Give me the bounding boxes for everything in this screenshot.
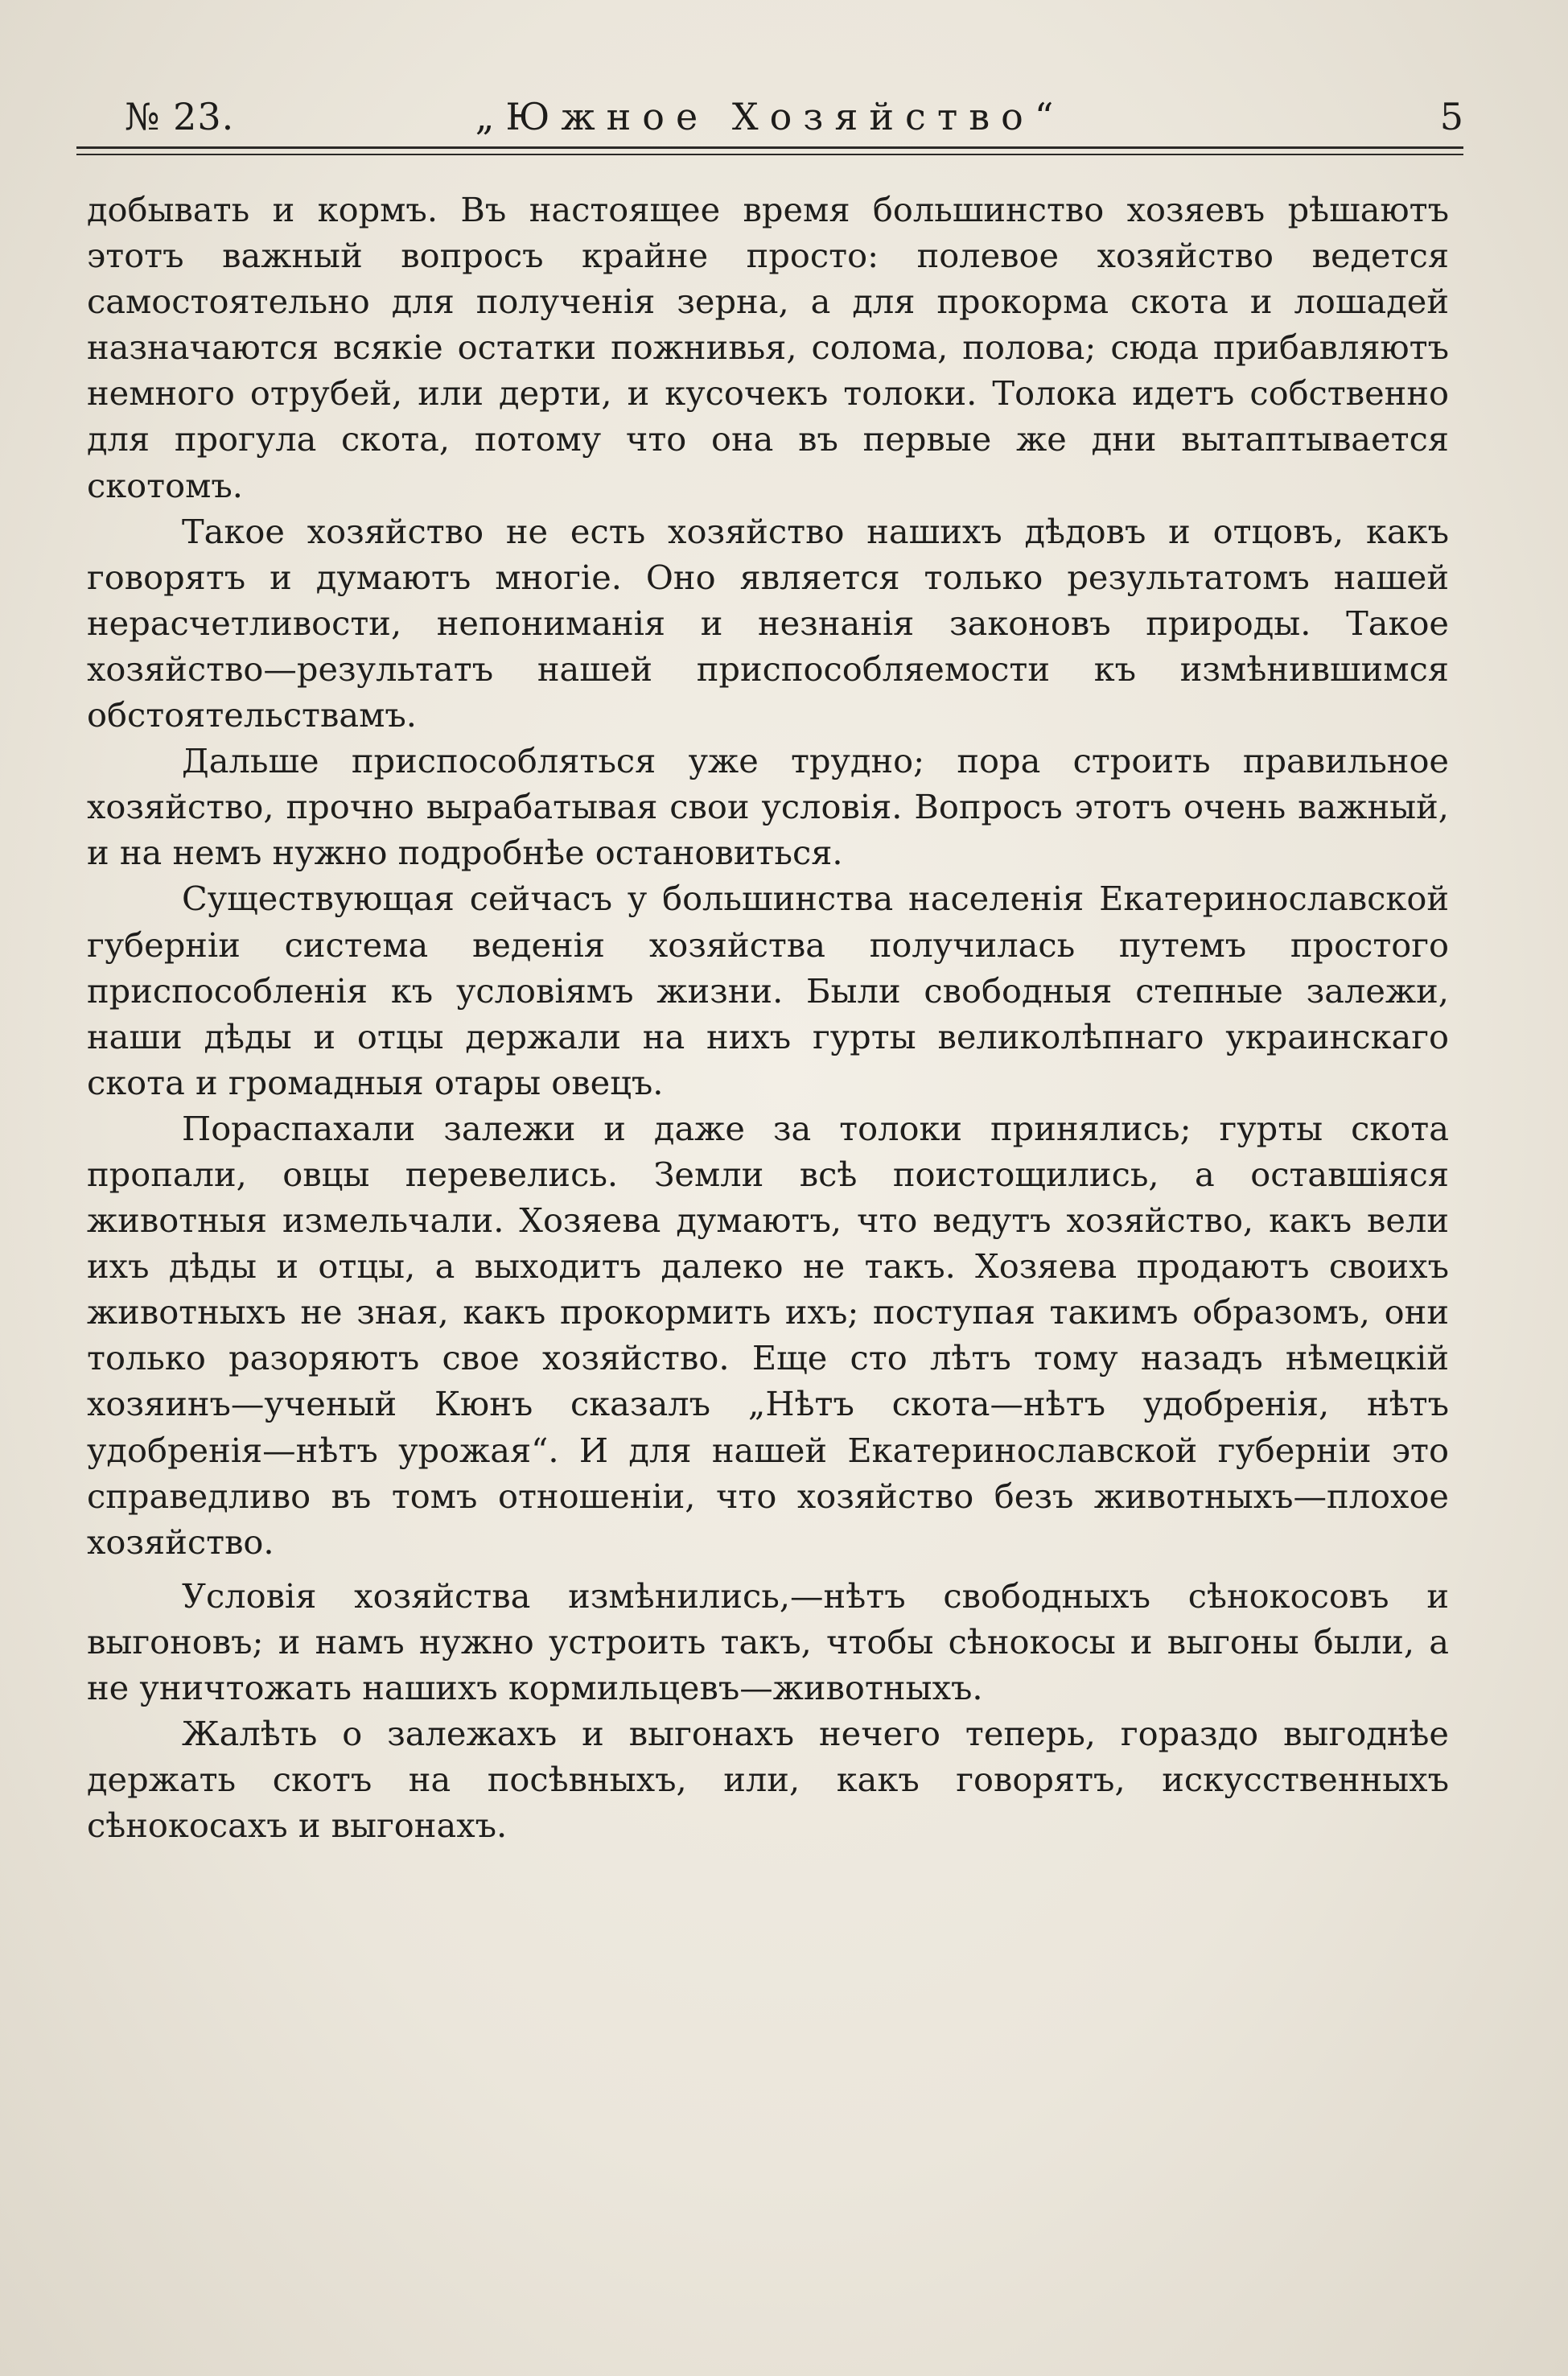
paragraph-3: Дальше приспособляться уже трудно; пора строить правильное хозяйство, прочно вырабатывая свои условія. Вопросъ этотъ очень важный, и на немъ нужно подробнѣе остановиться. — [87, 741, 1449, 873]
paragraph-1: добывать и кормъ. Въ настоящее время большинство хозяевъ рѣшаютъ этотъ важный вопросъ крайне просто: полевое хозяйство ведется самостоятельно для полученія зерна, а для прокорма скота и лошадей назначаются всякіе остатки пожнивья, солома, полова; сюда прибавляютъ немного отрубей, или дерти, и кусочекъ толоки. Толока идетъ собственно для прогула скота, потому что она въ первые же дни вытаптывается скотомъ. — [87, 190, 1449, 505]
running-header — [76, 95, 1463, 143]
paragraph-7: Жалѣть о залежахъ и выгонахъ нечего теперь, гораздо выгоднѣе держать скотъ на посѣвныхъ, или, какъ говорятъ, искусственныхъ сѣнокосахъ и выгонахъ. — [87, 1714, 1449, 1846]
journal-title: „Южное Хозяйство“ — [475, 95, 1065, 138]
issue-number: № 23. — [125, 95, 235, 138]
paragraph-6: Условія хозяйства измѣнились,—нѣтъ свободныхъ сѣнокосовъ и выгоновъ; и намъ нужно устроить такъ, чтобы сѣнокосы и выгоны были, а не уничтожать нашихъ кормильцевъ—животныхъ. — [87, 1575, 1449, 1707]
header-rule-thin — [76, 154, 1463, 155]
paragraph-5: Пораспахали залежи и даже за толоки принялись; гурты скота пропали, овцы перевелись. Земли всѣ поистощились, а оставшіяся животныя измельчали. Хозяева думаютъ, что ведутъ хозяйство, какъ вели ихъ дѣды и отцы, а выходитъ далеко не такъ. Хозяева продаютъ своихъ животныхъ не зная, какъ прокормить ихъ; поступая такимъ образомъ, они только разоряютъ свое хозяйство. Еще сто лѣтъ тому назадъ нѣмецкій хозяинъ—ученый Кюнъ сказалъ „Нѣтъ скота—нѣтъ удобренія, нѣтъ удобренія—нѣтъ урожая“. И для нашей Екатеринославской губерніи это справедливо въ томъ отношеніи, что хозяйство безъ животныхъ—плохое хозяйство. — [87, 1108, 1449, 1562]
paragraph-2: Такое хозяйство не есть хозяйство нашихъ дѣдовъ и отцовъ, какъ говорятъ и думаютъ многіе. Оно является только результатомъ нашей нерасчетливости, непониманія и незнанія законовъ природы. Такое хозяйство—результатъ нашей приспособляемости къ измѣнившимся обстоятельствамъ. — [87, 511, 1449, 735]
page-number: 5 — [1439, 95, 1463, 138]
paragraph-4: Существующая сейчасъ у большинства населенія Екатеринославской губерніи система веденія хозяйства получилась путемъ простого приспособленія къ условіямъ жизни. Были свободныя степные залежи, наши дѣды и отцы держали на нихъ гурты великолѣпнаго украинскаго скота и громадныя отары овецъ. — [87, 879, 1449, 1102]
header-rule-thick — [76, 146, 1463, 149]
article-body — [87, 187, 1449, 1848]
